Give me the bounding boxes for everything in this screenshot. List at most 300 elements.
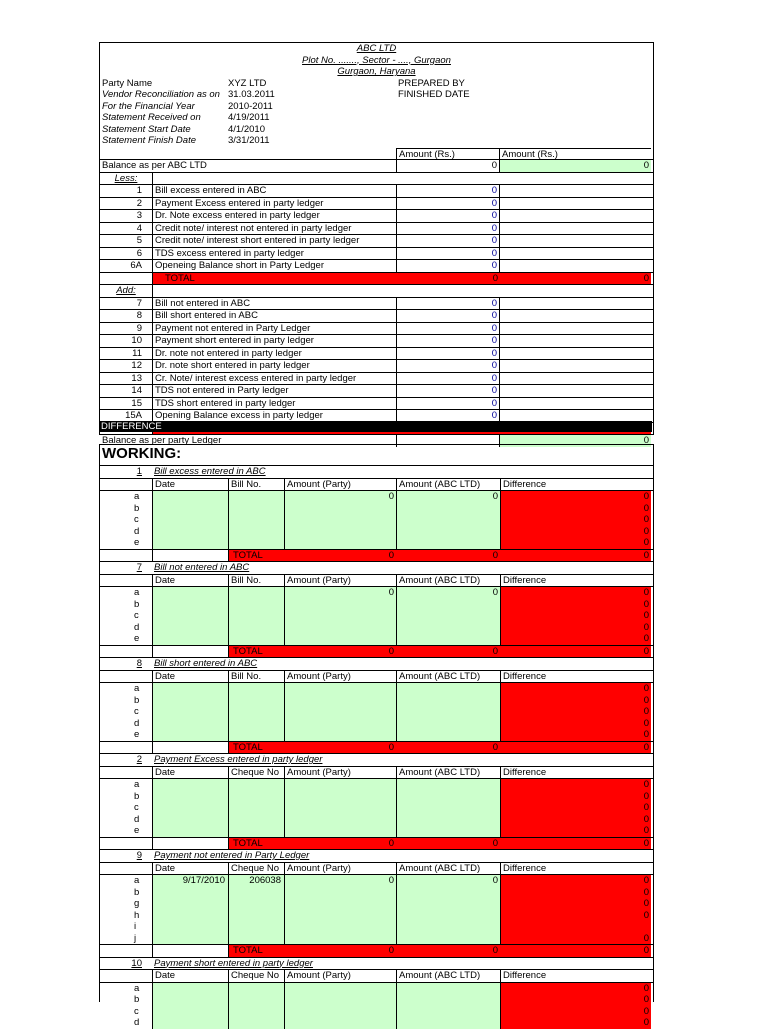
row-abc — [396, 791, 500, 803]
row-party — [284, 921, 396, 933]
row-abc — [396, 983, 500, 995]
row-key: b — [134, 994, 140, 1005]
row-date — [152, 814, 228, 826]
row-date — [152, 610, 228, 622]
working-total-party: 0 — [284, 838, 396, 850]
item-no: 6A — [130, 260, 142, 271]
working-data-row — [100, 586, 653, 599]
row-date — [152, 994, 228, 1006]
row-party: 0 — [284, 875, 396, 887]
working-section-title-row — [100, 562, 653, 574]
working-data-row — [100, 633, 653, 645]
working-difference-header: Difference — [500, 863, 651, 875]
prepared-by-label: PREPARED BY — [398, 77, 465, 89]
row-key: b — [134, 694, 140, 706]
working-abc-header: Amount (ABC LTD) — [396, 479, 500, 491]
row-ref — [228, 622, 284, 634]
working-total-diff: 0 — [500, 550, 651, 562]
reconciliation-item-row — [100, 209, 653, 222]
row-ref — [228, 933, 284, 945]
reconciliation-item-row — [100, 197, 653, 210]
row-key: b — [134, 886, 140, 898]
row-party — [284, 633, 396, 645]
row-date — [152, 898, 228, 910]
working-ref-header: Cheque No — [228, 767, 284, 779]
working-data-row — [100, 825, 653, 837]
row-ref — [228, 814, 284, 826]
working-difference-header: Difference — [500, 479, 651, 491]
header-field-row — [100, 112, 653, 124]
section-label: Add: — [116, 285, 136, 296]
header-field-label: Statement Finish Date — [102, 135, 196, 146]
row-diff: 0 — [500, 610, 651, 622]
working-data-row — [100, 802, 653, 814]
row-ref — [228, 695, 284, 707]
row-abc — [396, 526, 500, 538]
row-ref — [228, 1006, 284, 1018]
working-abc-header: Amount (ABC LTD) — [396, 767, 500, 779]
item-desc: Bill excess entered in ABC — [152, 185, 396, 197]
working-section-title: Payment not entered in Party Ledger — [154, 850, 310, 861]
row-abc — [396, 933, 500, 945]
working-total-diff: 0 — [500, 742, 651, 754]
item-desc: Payment short entered in party ledger — [152, 335, 396, 347]
row-key: i — [134, 921, 137, 932]
row-abc — [396, 706, 500, 718]
row-abc — [396, 1017, 500, 1029]
row-key: a — [134, 491, 140, 502]
working-total-label: TOTAL — [228, 550, 284, 562]
item-desc: Openeing Balance short in Party Ledger — [152, 260, 396, 272]
section-label-spacer — [152, 285, 396, 297]
working-sections — [100, 465, 653, 1029]
balance-abc-label: Balance as per ABC LTD — [102, 160, 207, 171]
working-section-title: Bill not entered in ABC — [154, 562, 250, 573]
row-party — [284, 994, 396, 1006]
working-section-no: 7 — [136, 562, 142, 573]
row-key: d — [134, 813, 140, 825]
header-field-value: 2010-2011 — [228, 100, 273, 112]
working-total-abc: 0 — [396, 550, 500, 562]
working-section-title-row — [100, 754, 653, 766]
row-diff: 0 — [500, 994, 651, 1006]
item-desc: TDS not entered in Party ledger — [152, 385, 396, 397]
working-data-row — [100, 814, 653, 826]
item-value: 0 — [396, 360, 500, 372]
row-date — [152, 503, 228, 515]
section-label-row — [100, 172, 653, 185]
row-key: c — [134, 706, 139, 717]
working-total-abc: 0 — [396, 838, 500, 850]
working-total-abc: 0 — [396, 945, 500, 957]
reconciliation-item-row — [100, 347, 653, 360]
row-diff: 0 — [500, 1006, 651, 1018]
row-abc — [396, 898, 500, 910]
row-diff: 0 — [500, 779, 651, 791]
working-total-abc: 0 — [396, 742, 500, 754]
working-data-row — [100, 910, 653, 922]
row-ref — [228, 514, 284, 526]
row-diff: 0 — [500, 587, 651, 599]
row-diff: 0 — [500, 514, 651, 526]
row-date — [152, 633, 228, 645]
working-data-row — [100, 898, 653, 910]
row-ref — [228, 706, 284, 718]
header-field-value: 4/1/2010 — [228, 123, 265, 135]
row-diff: 0 — [500, 729, 651, 741]
row-date — [152, 622, 228, 634]
row-date: 9/17/2010 — [152, 875, 228, 887]
item-no: 11 — [132, 347, 142, 359]
row-date — [152, 514, 228, 526]
row-diff: 0 — [500, 910, 651, 922]
reconciliation-item-row — [100, 359, 653, 372]
header-field-row — [100, 124, 653, 136]
working-difference-header: Difference — [500, 970, 651, 982]
working-data-row — [100, 503, 653, 515]
row-ref — [228, 729, 284, 741]
working-total-label: TOTAL — [228, 945, 284, 957]
row-party — [284, 503, 396, 515]
working-header-row — [100, 969, 653, 982]
row-ref — [228, 683, 284, 695]
working-abc-header: Amount (ABC LTD) — [396, 863, 500, 875]
item-no: 1 — [136, 185, 142, 196]
working-party-header: Amount (Party) — [284, 575, 396, 587]
row-key: e — [134, 537, 140, 548]
row-party — [284, 1006, 396, 1018]
row-abc — [396, 514, 500, 526]
item-no: 14 — [131, 385, 142, 396]
header-field-value: XYZ LTD — [228, 77, 267, 89]
working-ref-header: Bill No. — [228, 479, 284, 491]
working-party-header: Amount (Party) — [284, 671, 396, 683]
row-date — [152, 933, 228, 945]
company-name: ABC LTD — [356, 43, 397, 54]
item-desc: Dr. note short entered in party ledger — [152, 360, 396, 372]
working-section-title: Payment short entered in party ledger — [154, 957, 313, 969]
reconciliation-item-row — [100, 334, 653, 347]
row-abc — [396, 622, 500, 634]
row-diff: 0 — [500, 983, 651, 995]
section-label: Less: — [114, 172, 138, 184]
row-date — [152, 887, 228, 899]
company-address: Plot No. ......., Sector - ...., Gurgaon — [302, 54, 451, 66]
item-no: 8 — [136, 310, 142, 321]
working-section — [100, 657, 653, 753]
total-spacer — [152, 945, 228, 957]
row-diff: 0 — [500, 1017, 651, 1029]
working-section-no: 1 — [136, 466, 142, 477]
item-desc: Opening Balance excess in party ledger — [152, 410, 396, 422]
working-date-header: Date — [152, 970, 228, 982]
working-section — [100, 561, 653, 657]
row-date — [152, 587, 228, 599]
working-data-row — [100, 695, 653, 707]
row-diff: 0 — [500, 887, 651, 899]
row-key: d — [134, 621, 140, 633]
row-ref — [228, 526, 284, 538]
row-diff: 0 — [500, 802, 651, 814]
working-difference-header: Difference — [500, 575, 651, 587]
row-party — [284, 706, 396, 718]
row-date — [152, 1006, 228, 1018]
reconciliation-sheet — [99, 42, 654, 446]
working-section — [100, 957, 653, 1029]
item-desc: Bill short entered in ABC — [152, 310, 396, 322]
working-section — [100, 753, 653, 849]
item-desc: Cr. Note/ interest excess entered in party ledger — [152, 373, 396, 385]
working-data-row — [100, 729, 653, 741]
working-section-no: 2 — [136, 754, 142, 765]
row-abc — [396, 633, 500, 645]
working-total-diff: 0 — [500, 646, 651, 658]
row-date — [152, 683, 228, 695]
working-total-party: 0 — [284, 646, 396, 658]
row-date — [152, 910, 228, 922]
row-party — [284, 898, 396, 910]
reconciliation-item-row — [100, 322, 653, 335]
company-city: Gurgaon, Haryana — [337, 66, 416, 77]
total-spacer — [152, 838, 228, 850]
header-field-row — [100, 135, 653, 147]
working-header-row — [100, 574, 653, 587]
row-date — [152, 921, 228, 933]
header-field-label: Statement Received on — [102, 112, 201, 123]
row-key: e — [134, 633, 140, 644]
working-total-diff: 0 — [500, 838, 651, 850]
reconciliation-item-row — [100, 372, 653, 385]
working-difference-header: Difference — [500, 671, 651, 683]
working-data-row — [100, 682, 653, 695]
working-data-row — [100, 718, 653, 730]
row-party — [284, 622, 396, 634]
working-date-header: Date — [152, 863, 228, 875]
row-diff: 0 — [500, 706, 651, 718]
section-label-row — [100, 284, 653, 297]
header-field-row — [100, 89, 653, 101]
reconciliation-item-row — [100, 247, 653, 260]
working-total-row — [100, 837, 653, 850]
row-diff: 0 — [500, 875, 651, 887]
row-abc — [396, 503, 500, 515]
row-key: c — [134, 610, 139, 621]
working-total-abc: 0 — [396, 646, 500, 658]
row-date — [152, 695, 228, 707]
working-section — [100, 849, 653, 957]
working-total-party: 0 — [284, 945, 396, 957]
row-key: a — [134, 683, 140, 694]
row-key: j — [134, 932, 137, 944]
row-ref — [228, 537, 284, 549]
row-key: g — [134, 898, 140, 909]
reconciliation-item-row — [100, 384, 653, 397]
difference-bar: DIFFERENCE — [99, 421, 652, 432]
item-no: 5 — [136, 235, 142, 246]
row-diff: 0 — [500, 503, 651, 515]
working-date-header: Date — [152, 671, 228, 683]
item-no: 15A — [125, 410, 142, 421]
row-ref — [228, 983, 284, 995]
row-diff: 0 — [500, 695, 651, 707]
row-diff: 0 — [500, 933, 651, 945]
working-abc-header: Amount (ABC LTD) — [396, 671, 500, 683]
item-no: 13 — [131, 372, 142, 384]
working-data-row — [100, 791, 653, 803]
row-abc — [396, 610, 500, 622]
row-diff: 0 — [500, 526, 651, 538]
section-label-spacer — [152, 173, 396, 185]
item-desc: Bill not entered in ABC — [152, 298, 396, 310]
row-party — [284, 729, 396, 741]
working-total-party: 0 — [284, 742, 396, 754]
row-date — [152, 729, 228, 741]
working-data-row — [100, 622, 653, 634]
row-party: 0 — [284, 587, 396, 599]
working-data-row — [100, 874, 653, 887]
row-abc — [396, 599, 500, 611]
row-diff: 0 — [500, 791, 651, 803]
working-header-row — [100, 670, 653, 683]
item-no: 12 — [131, 360, 142, 371]
row-key: e — [134, 825, 140, 836]
working-data-row — [100, 1006, 653, 1018]
item-desc: Payment Excess entered in party ledger — [152, 198, 396, 210]
summary-table — [100, 148, 653, 447]
row-party — [284, 1017, 396, 1029]
row-date — [152, 537, 228, 549]
item-no: 7 — [136, 297, 142, 309]
row-abc: 0 — [396, 875, 500, 887]
working-section-no: 10 — [131, 957, 142, 969]
row-key: a — [134, 982, 140, 994]
row-key: b — [134, 598, 140, 610]
item-value: 0 — [396, 260, 500, 272]
item-no: 2 — [136, 197, 142, 209]
row-party — [284, 910, 396, 922]
row-ref — [228, 887, 284, 899]
total-spacer — [152, 742, 228, 754]
item-desc: Credit note/ interest not entered in party ledger — [152, 223, 396, 235]
item-value: 0 — [396, 310, 500, 322]
working-abc-header: Amount (ABC LTD) — [396, 575, 500, 587]
row-date — [152, 802, 228, 814]
item-no: 9 — [136, 322, 142, 334]
header-field-row — [100, 101, 653, 113]
item-no: 4 — [136, 222, 142, 234]
row-date — [152, 491, 228, 503]
row-key: a — [134, 779, 140, 790]
working-section-title: Bill excess entered in ABC — [154, 466, 266, 477]
amount-col1-header: Amount (Rs.) — [396, 148, 500, 160]
working-section-title-row — [100, 466, 653, 478]
row-date — [152, 791, 228, 803]
item-desc: Dr. note not entered in party ledger — [152, 348, 396, 360]
working-party-header: Amount (Party) — [284, 970, 396, 982]
reconciliation-item-row — [100, 397, 653, 410]
row-party — [284, 791, 396, 803]
item-value: 0 — [396, 323, 500, 335]
header-field-label: Party Name — [102, 77, 153, 89]
row-party — [284, 983, 396, 995]
header-field-value: 4/19/2011 — [228, 112, 270, 123]
working-data-row — [100, 1017, 653, 1029]
row-party — [284, 802, 396, 814]
balance-abc-v1: 0 — [396, 160, 500, 172]
working-section — [100, 465, 653, 561]
reconciliation-item-row — [100, 184, 653, 197]
reconciliation-item-row — [100, 309, 653, 322]
working-section-no: 9 — [136, 850, 142, 861]
working-ref-header: Bill No. — [228, 575, 284, 587]
working-total-diff: 0 — [500, 945, 651, 957]
finished-date-label: FINISHED DATE — [398, 89, 470, 100]
row-abc — [396, 537, 500, 549]
row-abc — [396, 887, 500, 899]
item-desc: TDS short entered in party ledger — [152, 398, 396, 410]
working-data-row — [100, 537, 653, 549]
row-ref — [228, 1017, 284, 1029]
row-party — [284, 718, 396, 730]
row-party — [284, 933, 396, 945]
working-total-row — [100, 645, 653, 658]
row-abc — [396, 683, 500, 695]
working-date-header: Date — [152, 479, 228, 491]
row-ref — [228, 994, 284, 1006]
row-key: a — [134, 587, 140, 598]
working-header-row — [100, 766, 653, 779]
row-abc — [396, 921, 500, 933]
total-spacer — [152, 550, 228, 562]
row-party — [284, 814, 396, 826]
item-value: 0 — [396, 335, 500, 347]
header-field-value: 3/31/2011 — [228, 135, 270, 146]
row-key: a — [134, 875, 140, 886]
working-total-label: TOTAL — [228, 838, 284, 850]
item-value: 0 — [396, 198, 500, 210]
row-abc — [396, 729, 500, 741]
row-ref — [228, 791, 284, 803]
working-abc-header: Amount (ABC LTD) — [396, 970, 500, 982]
item-value: 0 — [396, 410, 500, 422]
row-diff: 0 — [500, 491, 651, 503]
row-key: e — [134, 729, 140, 740]
item-value: 0 — [396, 348, 500, 360]
reconciliation-item-row — [100, 259, 653, 272]
working-total-party: 0 — [284, 550, 396, 562]
working-total-row — [100, 944, 653, 957]
row-party — [284, 526, 396, 538]
working-data-row — [100, 933, 653, 945]
row-abc: 0 — [396, 491, 500, 503]
working-total-row — [100, 549, 653, 562]
row-date — [152, 779, 228, 791]
working-section-title-row — [100, 958, 653, 970]
working-data-row — [100, 526, 653, 538]
row-diff: 0 — [500, 718, 651, 730]
row-abc — [396, 994, 500, 1006]
working-total-row — [100, 741, 653, 754]
row-party — [284, 887, 396, 899]
row-party — [284, 825, 396, 837]
working-party-header: Amount (Party) — [284, 767, 396, 779]
row-date — [152, 706, 228, 718]
working-data-row — [100, 982, 653, 995]
working-ref-header: Cheque No — [228, 863, 284, 875]
reconciliation-item-row — [100, 234, 653, 247]
row-abc — [396, 802, 500, 814]
row-date — [152, 718, 228, 730]
